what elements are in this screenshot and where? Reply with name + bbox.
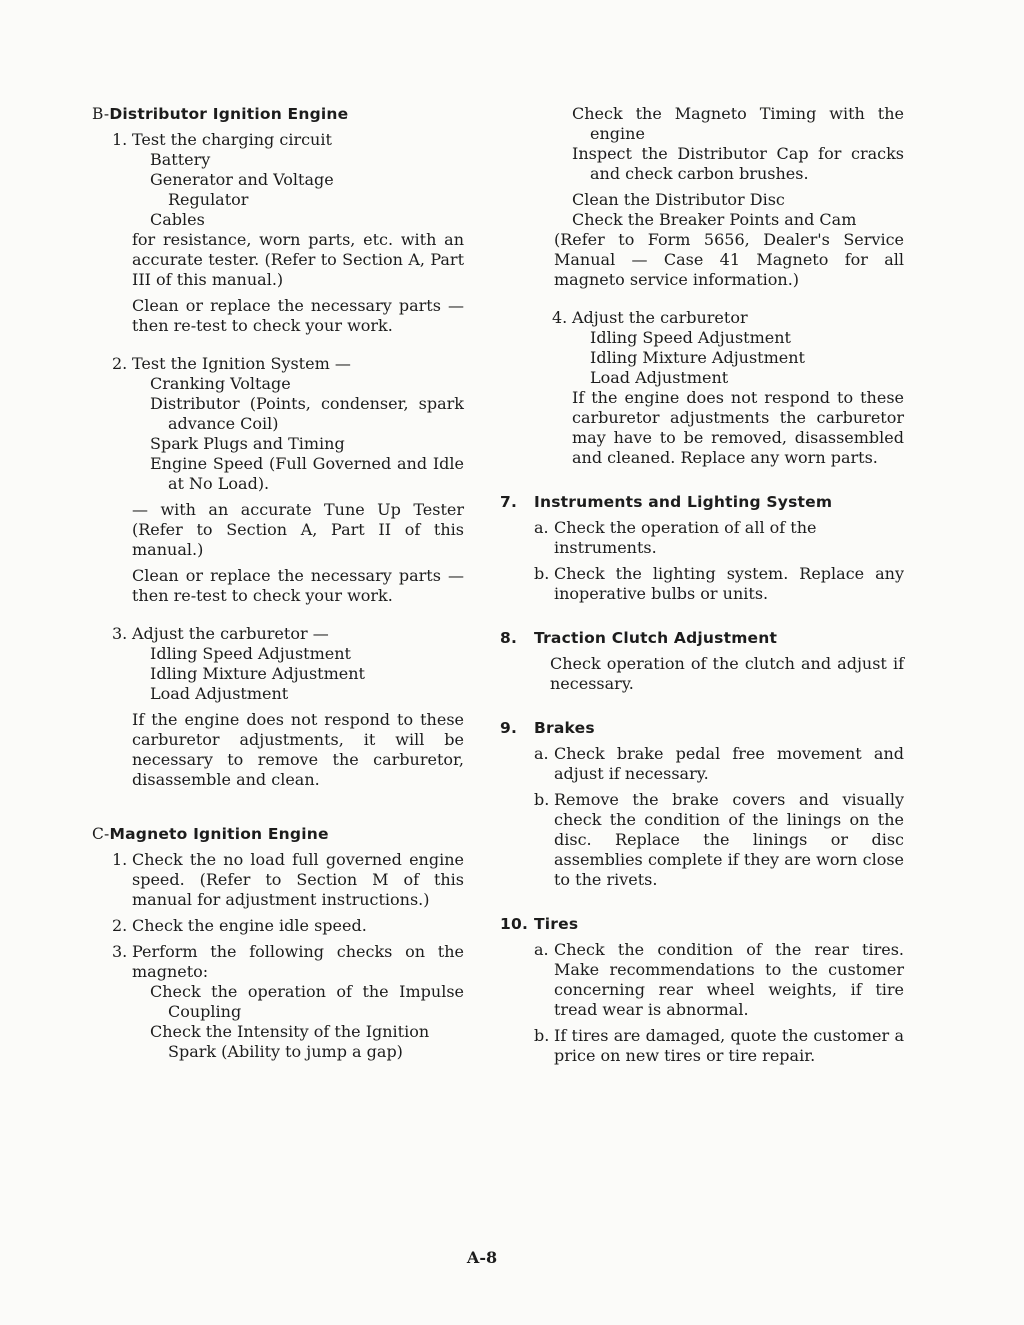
paragraph: If the engine does not respond to these carburetor adjustments the carburetor may have to be removed, disassembled and cleaned. Replace any worn parts.: [572, 388, 904, 467]
page-number: A-8: [466, 1248, 498, 1267]
list-item-c2: 2. Check the engine idle speed.: [112, 916, 367, 935]
section-7-heading: 7. Instruments and Lighting System: [500, 493, 833, 511]
section-8: [500, 628, 904, 694]
list-item: b. Check the lighting system. Replace any inoperative bulbs or units.: [534, 564, 904, 603]
section-9-heading: 9. Brakes: [500, 719, 595, 737]
list-item: a. Check the condition of the rear tires. Make recommendations to the customer concerning rear wheel weights, if tire tread wear is abnormal.: [534, 940, 904, 1019]
left-column: [92, 104, 464, 1062]
list-item: b. If tires are damaged, quote the customer a price on new tires or tire repair.: [534, 1026, 904, 1065]
section-10: [500, 914, 904, 1066]
section-b-heading: B-Distributor Ignition Engine: [92, 105, 349, 123]
paragraph: for resistance, worn parts, etc. with an accurate tester. (Refer to Section A, Part III of this manual.): [132, 230, 464, 289]
section-7: [500, 492, 904, 604]
right-column: [500, 104, 904, 1066]
list-item-c3-continued: Check the Magneto Timing with the engine Inspect the Distributor Cap for cracks and check carbon brushes. Clean the Distributor Disc Check the Breaker Points and Cam: [572, 104, 904, 229]
paragraph: If the engine does not respond to these carburetor adjustments, it will be necessary to remove the carburetor, disassemble and clean.: [132, 710, 464, 789]
list-item-c4: 4. Adjust the carburetor Idling Speed Adjustment Idling Mixture Adjustment Load Adjustment If the engine does not respond to these carburetor adjustments the carburetor may have to be removed, disassembled and cleaned. Replace any worn parts.: [552, 308, 904, 467]
paragraph: Clean or replace the necessary parts — then re-test to check your work.: [132, 566, 464, 605]
section-c-heading: C-Magneto Ignition Engine: [92, 825, 329, 843]
paragraph: (Refer to Form 5656, Dealer's Service Manual — Case 41 Magneto for all magneto service information.): [554, 230, 904, 289]
list-item-b3: 3. Adjust the carburetor — Idling Speed Adjustment Idling Mixture Adjustment Load Adjustment If the engine does not respond to these carburetor adjustments, it will be necessary to remove the carburetor, disassemble and clean.: [112, 624, 464, 789]
paragraph: Clean or replace the necessary parts — then re-test to check your work.: [132, 296, 464, 335]
list-item: a. Check brake pedal free movement and adjust if necessary.: [534, 744, 904, 783]
section-8-heading: 8. Traction Clutch Adjustment: [500, 629, 778, 647]
section-9: [500, 718, 904, 890]
list-item-b2: 2. Test the Ignition System — Cranking Voltage Distributor (Points, condenser, spark advance Coil) Spark Plugs and Timing Engine Speed (Full Governed and Idle at No Load). — with an accurate Tune Up Tester (Refer to Section A, Part II of this manual.) Clean or replace the necessary parts — then re-test to check your work.: [112, 354, 464, 605]
list-item-b1: 1. Test the charging circuit Battery Generator and Voltage Regulator Cables for resistance, worn parts, etc. with an accurate tester. (Refer to Section A, Part III of this manual.) Clean or replace the necessary parts — then re-test to check your work.: [112, 130, 464, 335]
paragraph: — with an accurate Tune Up Tester (Refer to Section A, Part II of this manual.): [132, 500, 464, 559]
section-10-heading: 10. Tires: [500, 915, 579, 933]
list-item: a. Check the operation of all of the instruments.: [534, 518, 817, 557]
list-item: b. Remove the brake covers and visually check the condition of the linings on the disc. Replace the linings or disc assemblies complete if they are worn close to the rivets.: [534, 790, 904, 889]
list-item-c3: 3. Perform the following checks on the magneto: Check the operation of the Impulse Coupling Check the Intensity of the Ignition Spark (Ability to jump a gap): [112, 942, 464, 1061]
paragraph: Check operation of the clutch and adjust if necessary.: [550, 654, 904, 693]
list-item-c1: 1. Check the no load full governed engine speed. (Refer to Section M of this manual for adjustment instructions.): [112, 850, 464, 909]
